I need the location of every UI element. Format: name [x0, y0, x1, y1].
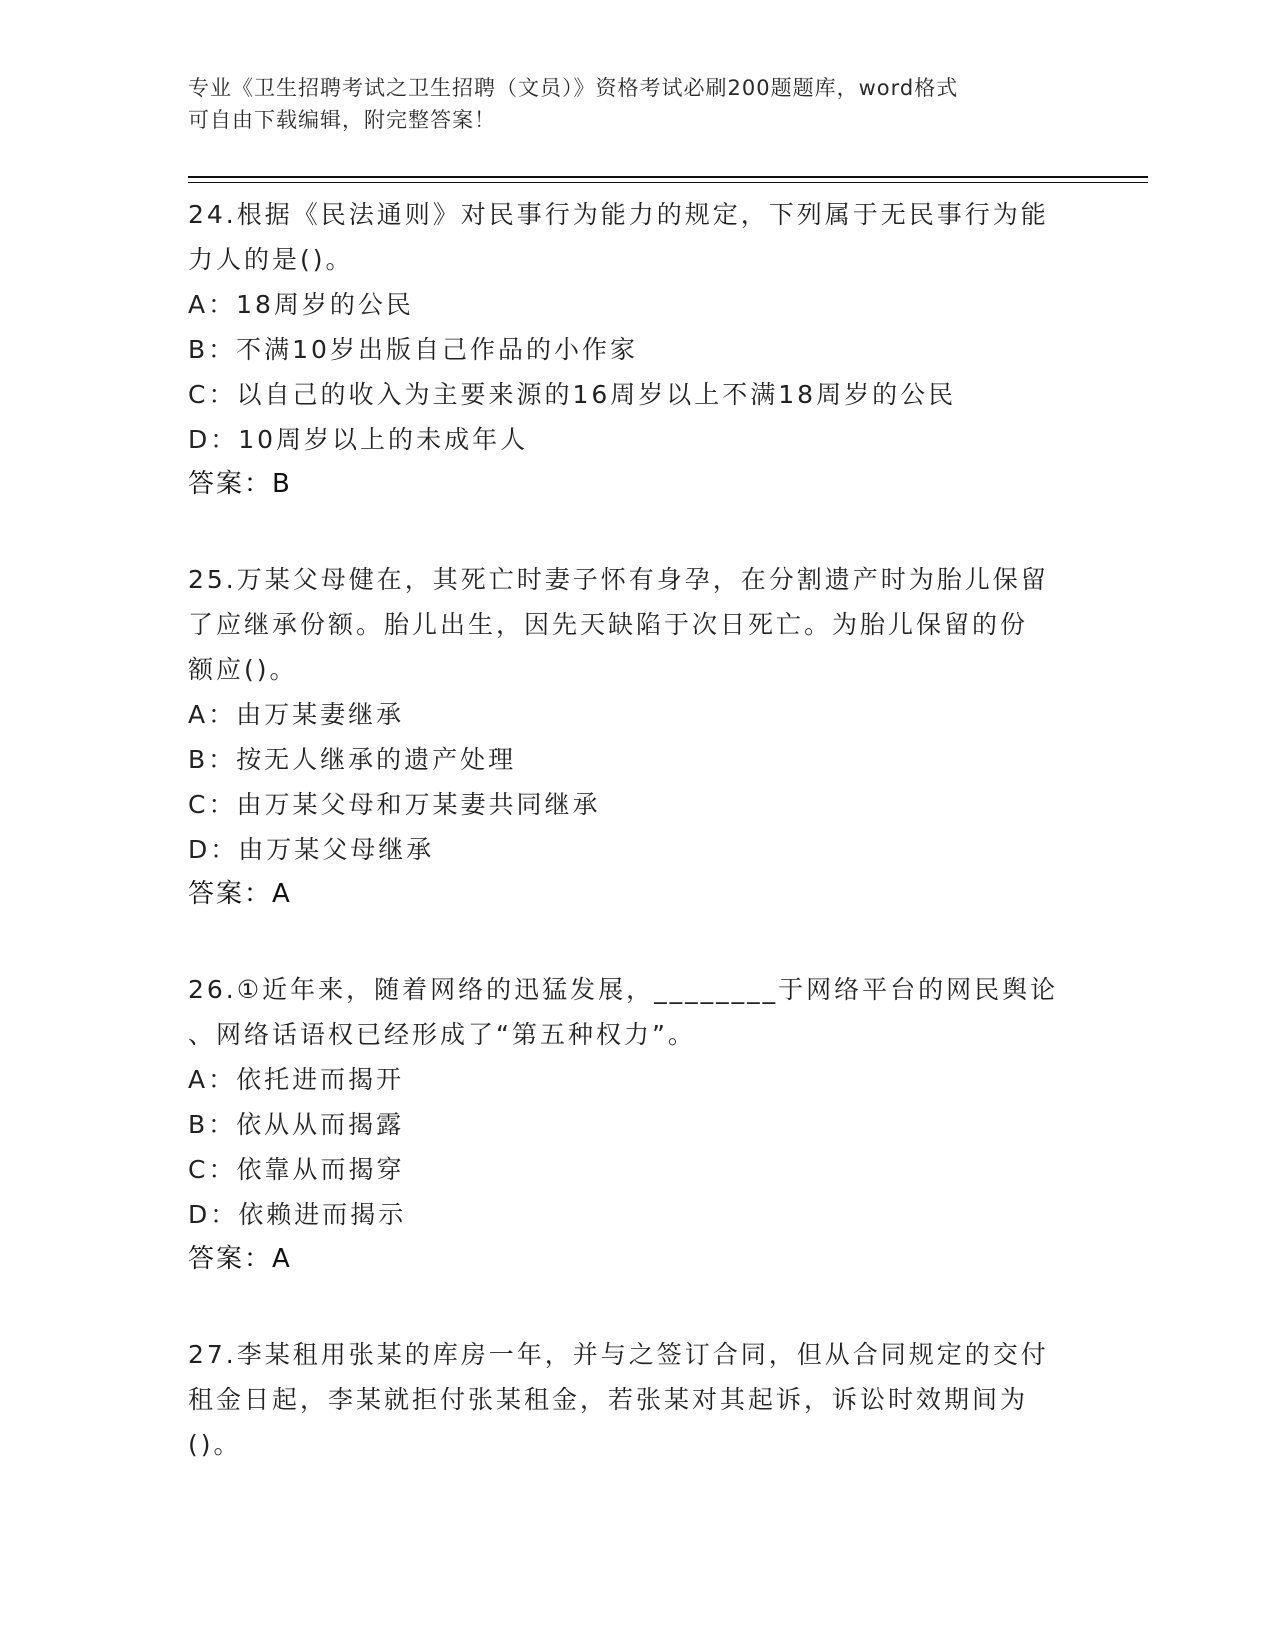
question-text-line: 25.万某父母健在，其死亡时妻子怀有身孕，在分割遗产时为胎儿保留 — [188, 565, 1049, 594]
question-spacer — [188, 917, 1088, 967]
question-spacer — [188, 1282, 1088, 1332]
question-text-line: 26.①近年来，随着网络的迅猛发展，________于网络平台的网民舆论 — [188, 975, 1059, 1004]
header-line-2: 可自由下载编辑，附完整答案！ — [188, 108, 496, 132]
question-27 — [188, 1332, 1088, 1467]
question-text-line: 24.根据《民法通则》对民事行为能力的规定，下列属于无民事行为能 — [188, 200, 1049, 229]
question-text-line: 租金日起，李某就拒付张某租金，若张某对其起诉，诉讼时效期间为 — [188, 1385, 1029, 1414]
question-26 — [188, 967, 1088, 1282]
question-25 — [188, 557, 1088, 917]
option-c: C：以自己的收入为主要来源的16周岁以上不满18周岁的公民 — [188, 380, 957, 409]
option-d: D：由万某父母继承 — [188, 835, 435, 864]
option-a: A：由万某妻继承 — [188, 700, 405, 729]
question-spacer — [188, 507, 1088, 557]
question-text-line: 额应()。 — [188, 655, 298, 684]
header-divider-thin — [188, 182, 1148, 183]
header-divider-thick — [188, 176, 1148, 178]
option-b: B：按无人继承的遗产处理 — [188, 745, 517, 774]
option-c: C：依靠从而揭穿 — [188, 1155, 405, 1184]
answer-text: 答案：A — [188, 879, 292, 909]
option-d: D：10周岁以上的未成年人 — [188, 425, 529, 454]
option-a: A：依托进而揭开 — [188, 1065, 405, 1094]
question-text-line: 27.李某租用张某的库房一年，并与之签订合同，但从合同规定的交付 — [188, 1340, 1049, 1369]
header-line-1: 专业《卫生招聘考试之卫生招聘（文员）》资格考试必刷200题题库，word格式 — [188, 76, 959, 100]
question-text-line: 了应继承份额。胎儿出生，因先天缺陷于次日死亡。为胎儿保留的份 — [188, 610, 1029, 639]
option-d: D：依赖进而揭示 — [188, 1200, 407, 1229]
question-24 — [188, 192, 1088, 507]
question-text-line: ()。 — [188, 1430, 242, 1459]
document-header — [188, 72, 1088, 136]
answer-text: 答案：B — [188, 469, 292, 499]
option-b: B：不满10岁出版自己作品的小作家 — [188, 335, 638, 364]
question-text-line: 、网络话语权已经形成了“第五种权力”。 — [188, 1020, 696, 1049]
option-b: B：依从从而揭露 — [188, 1110, 405, 1139]
option-a: A：18周岁的公民 — [188, 290, 414, 319]
answer-text: 答案：A — [188, 1244, 292, 1274]
question-text-line: 力人的是()。 — [188, 245, 354, 274]
option-c: C：由万某父母和万某妻共同继承 — [188, 790, 601, 819]
question-list — [188, 192, 1088, 1467]
